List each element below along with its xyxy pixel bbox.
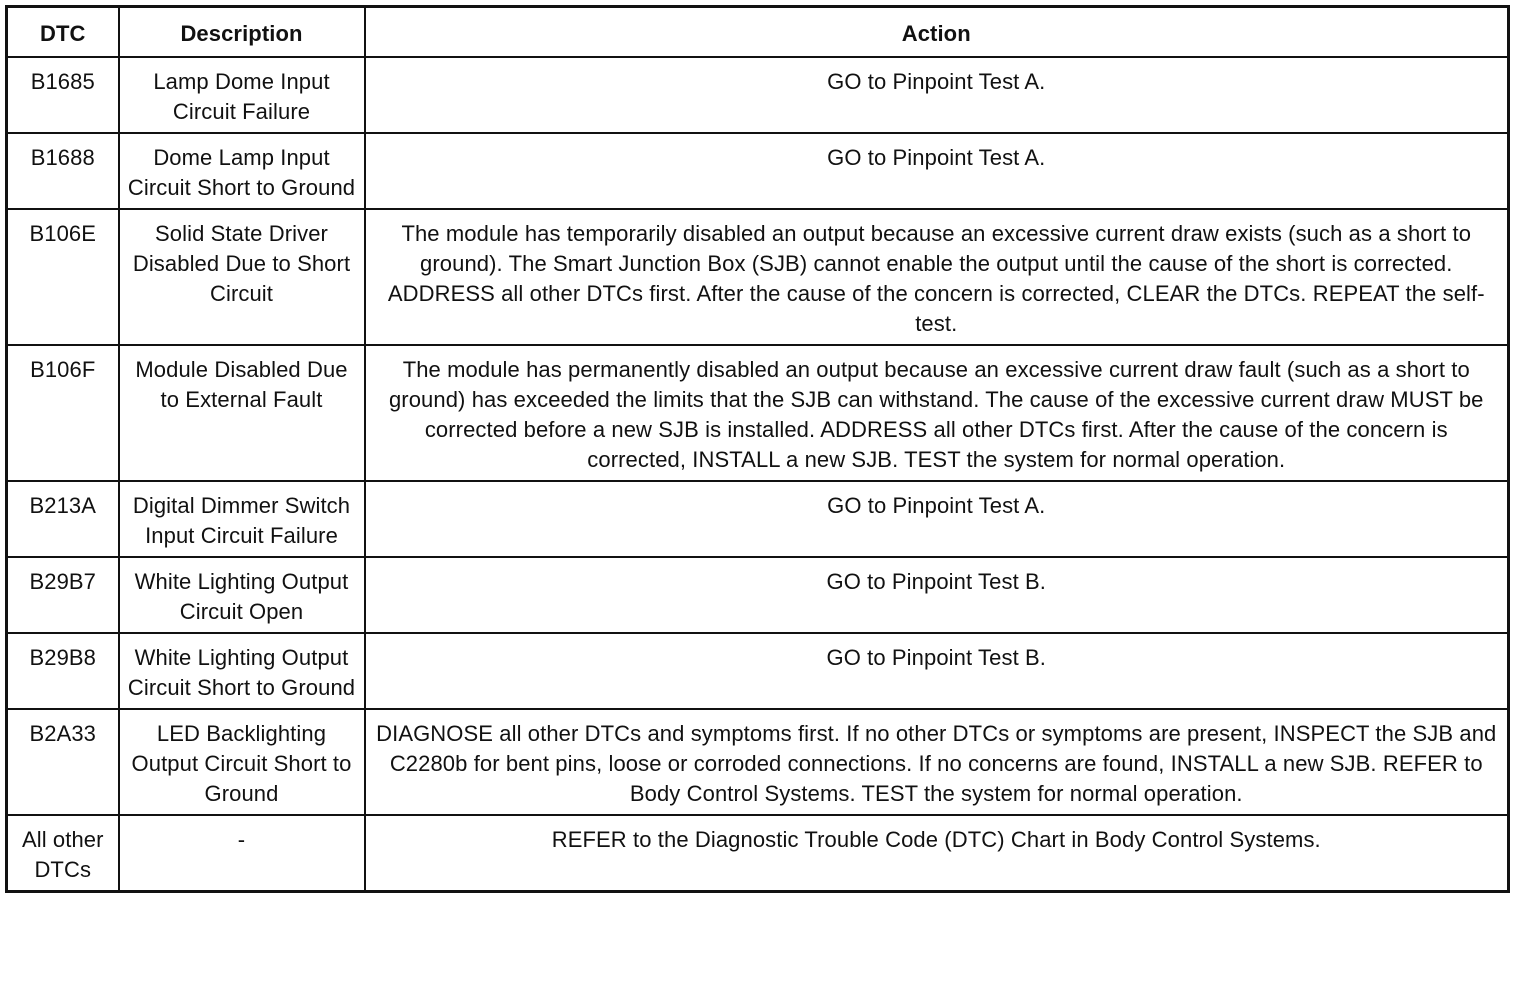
cell-dtc: B29B8 <box>7 633 119 709</box>
cell-action: DIAGNOSE all other DTCs and symptoms first. If no other DTCs or symptoms are present, INSPECT the SJB and C2280b for bent pins, loose or corroded connections. If no concerns are found, INSTALL a new SJB. REFER to Body Control Systems. TEST the system for normal operation. <box>365 709 1509 815</box>
table-row <box>7 709 1509 815</box>
cell-action: The module has temporarily disabled an output because an excessive current draw exists (such as a short to ground). The Smart Junction Box (SJB) cannot enable the output until the cause of the short is corrected. ADDRESS all other DTCs first. After the cause of the concern is corrected, CLEAR the DTCs. REPEAT the self-test. <box>365 209 1509 345</box>
cell-dtc: B2A33 <box>7 709 119 815</box>
cell-dtc: B1688 <box>7 133 119 209</box>
table-row <box>7 557 1509 633</box>
cell-description: Digital Dimmer Switch Input Circuit Failure <box>119 481 365 557</box>
cell-dtc: B106E <box>7 209 119 345</box>
header-dtc: DTC <box>7 7 119 58</box>
dtc-table <box>5 5 1510 893</box>
cell-action: GO to Pinpoint Test B. <box>365 557 1509 633</box>
header-action: Action <box>365 7 1509 58</box>
table-row <box>7 57 1509 133</box>
cell-description: LED Backlighting Output Circuit Short to Ground <box>119 709 365 815</box>
table-row <box>7 481 1509 557</box>
table-row <box>7 209 1509 345</box>
cell-dtc: B1685 <box>7 57 119 133</box>
table-row <box>7 133 1509 209</box>
dtc-table-container <box>5 5 1510 893</box>
cell-action: GO to Pinpoint Test A. <box>365 57 1509 133</box>
table-row <box>7 815 1509 892</box>
cell-description: Lamp Dome Input Circuit Failure <box>119 57 365 133</box>
cell-action: REFER to the Diagnostic Trouble Code (DTC) Chart in Body Control Systems. <box>365 815 1509 892</box>
cell-action: GO to Pinpoint Test A. <box>365 481 1509 557</box>
cell-description: Solid State Driver Disabled Due to Short Circuit <box>119 209 365 345</box>
table-row <box>7 345 1509 481</box>
cell-description: - <box>119 815 365 892</box>
cell-dtc: B29B7 <box>7 557 119 633</box>
cell-action: The module has permanently disabled an output because an excessive current draw fault (such as a short to ground) has exceeded the limits that the SJB can withstand. The cause of the excessive current draw MUST be corrected before a new SJB is installed. ADDRESS all other DTCs first. After the cause of the concern is corrected, INSTALL a new SJB. TEST the system for normal operation. <box>365 345 1509 481</box>
cell-description: White Lighting Output Circuit Open <box>119 557 365 633</box>
cell-description: White Lighting Output Circuit Short to Ground <box>119 633 365 709</box>
cell-action: GO to Pinpoint Test A. <box>365 133 1509 209</box>
cell-action: GO to Pinpoint Test B. <box>365 633 1509 709</box>
table-header-row <box>7 7 1509 58</box>
cell-dtc: B106F <box>7 345 119 481</box>
cell-dtc: All other DTCs <box>7 815 119 892</box>
cell-description: Dome Lamp Input Circuit Short to Ground <box>119 133 365 209</box>
table-row <box>7 633 1509 709</box>
cell-description: Module Disabled Due to External Fault <box>119 345 365 481</box>
header-description: Description <box>119 7 365 58</box>
cell-dtc: B213A <box>7 481 119 557</box>
